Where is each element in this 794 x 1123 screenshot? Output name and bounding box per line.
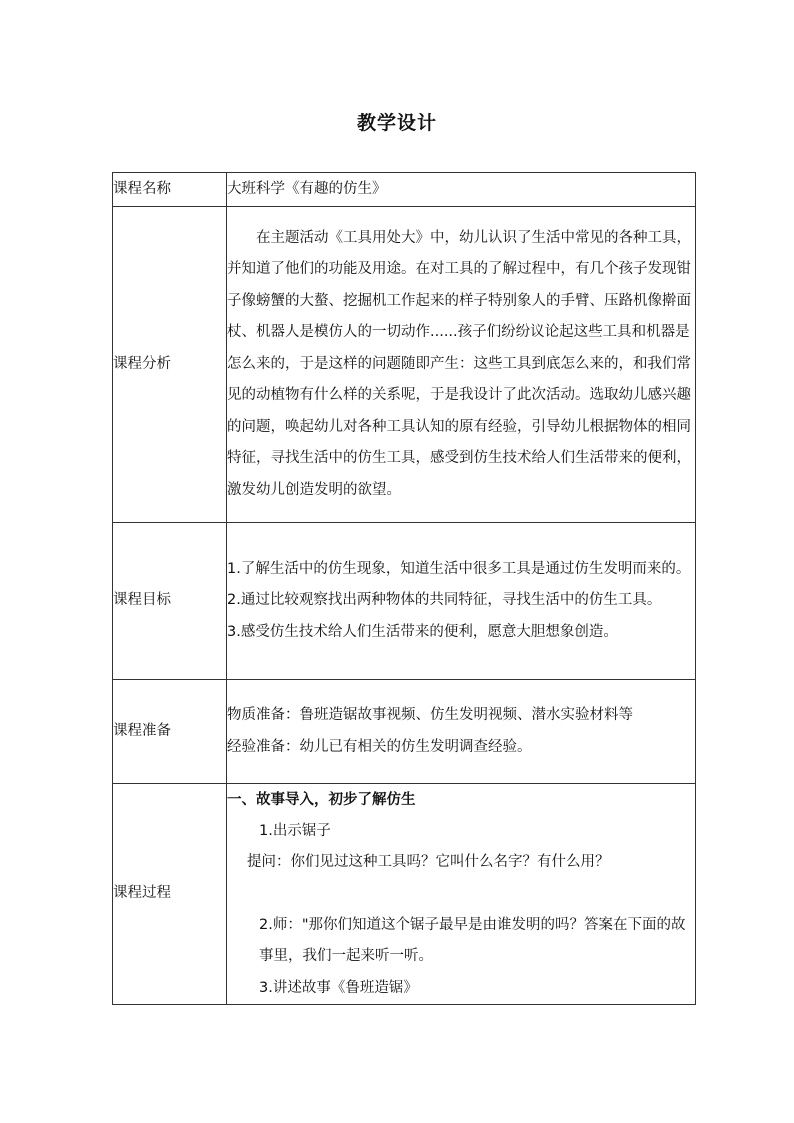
table-row-course-analysis <box>113 207 696 523</box>
table-row-course-process <box>113 784 696 1005</box>
course-analysis-label: 课程分析 <box>113 207 227 523</box>
course-preparation-label: 课程准备 <box>113 680 227 784</box>
goal-item: 3.感受仿生技术给人们生活带来的便利，愿意大胆想象创造。 <box>227 623 618 640</box>
process-step-3: 3.讲述故事《鲁班造锯》 <box>259 979 418 996</box>
process-step-2: 2.师："那你们知道这个锯子最早是由谁发明的吗？答案在下面的故事里，我们一起来听一听。 <box>259 916 686 964</box>
table-row-course-preparation <box>113 680 696 784</box>
course-goals-label: 课程目标 <box>113 523 227 680</box>
course-process-label: 课程过程 <box>113 784 227 1005</box>
document-title: 教学设计 <box>356 112 437 134</box>
blank-line <box>227 879 695 910</box>
process-question-1: 提问：你们见过这种工具吗？它叫什么名字？有什么用？ <box>247 854 610 870</box>
experience-preparation: 经验准备：幼儿已有相关的仿生发明调查经验。 <box>227 738 532 755</box>
course-analysis-text: 在主题活动《工具用处大》中，幼儿认识了生活中常见的各种工具，并知道了他们的功能及用途。在对工具的了解过程中，有几个孩子发现钳子像螃蟹的大螯、挖掘机工作起来的样子特别象人的手臂、压路机像擀面杖、机器人是模仿人的一切动作......孩子们纷纷议论起这些工具和机器是怎么来的，于是这样的问题随即产生：这些工具到底怎么来的，和我们常见的动植物有什么样的关系呢，于是我设计了此次活动。选取幼儿感兴趣的问题，唤起幼儿对各种工具认知的原有经验，引导幼儿根据物体的相同特征，寻找生活中的仿生工具，感受到仿生技术给人们生活带来的便利，激发幼儿创造发明的欲望。 <box>227 229 691 498</box>
course-name-value: 大班科学《有趣的仿生》 <box>227 173 696 207</box>
material-preparation: 物质准备：鲁班造锯故事视频、仿生发明视频、潜水实验材料等 <box>227 707 633 723</box>
course-name-label: 课程名称 <box>113 173 227 207</box>
lesson-plan-table <box>112 172 696 1005</box>
course-analysis-cell <box>227 207 696 523</box>
process-section-heading: 一、故事导入，初步了解仿生 <box>227 791 416 808</box>
table-row-course-goals <box>113 523 696 680</box>
course-process-cell <box>227 784 696 1005</box>
table-row-course-name <box>113 173 696 207</box>
goal-item: 2.通过比较观察找出两种物体的共同特征，寻找生活中的仿生工具。 <box>227 592 662 609</box>
goal-item: 1.了解生活中的仿生现象，知道生活中很多工具是通过仿生发明而来的。 <box>227 560 691 577</box>
process-step-1: 1.出示锯子 <box>259 822 331 839</box>
course-preparation-cell <box>227 680 696 784</box>
course-goals-cell <box>227 523 696 680</box>
